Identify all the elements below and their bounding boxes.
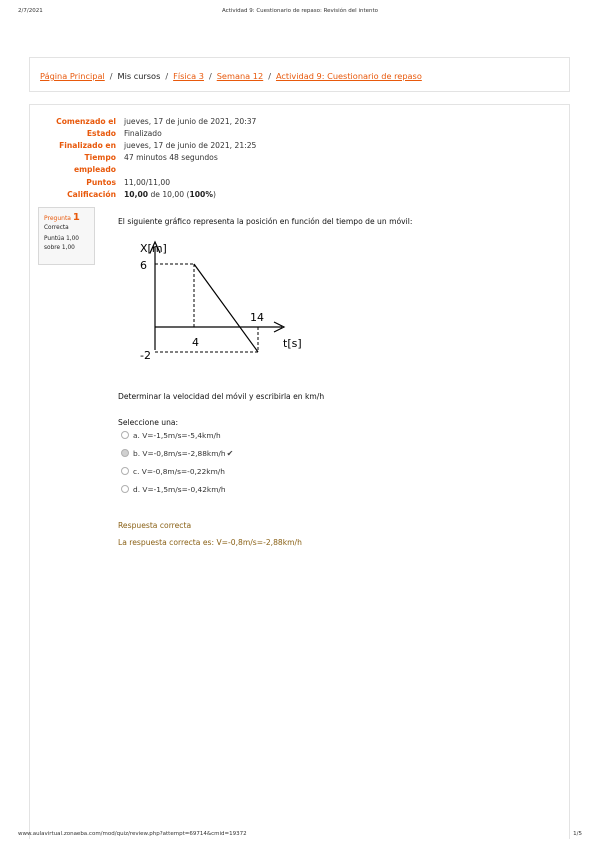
- grade-mid: de 10,00 (: [148, 190, 190, 199]
- check-icon: ✔: [226, 449, 234, 458]
- label-neg2: -2: [140, 349, 151, 362]
- pdf-footer: [18, 831, 582, 841]
- summary-value: Finalizado: [124, 129, 162, 138]
- question-info-box: [38, 207, 95, 265]
- breadcrumb: [40, 71, 422, 81]
- pdf-date: 2/7/2021: [18, 8, 43, 14]
- summary-label: Comenzado el: [56, 117, 116, 126]
- pdf-header: [18, 8, 582, 18]
- breadcrumb-separator: /: [208, 71, 212, 81]
- option-b[interactable]: [121, 449, 233, 461]
- question-prompt: Determinar la velocidad del móvil y escribirla en km/h: [118, 392, 325, 401]
- grade-end: ): [212, 190, 216, 199]
- breadcrumb-activity[interactable]: Actividad 9: Cuestionario de repaso: [275, 71, 422, 81]
- radio-button-selected[interactable]: [121, 449, 129, 457]
- summary-label: Calificación: [67, 190, 116, 199]
- breadcrumb-week[interactable]: Semana 12: [216, 71, 264, 81]
- summary-label: Finalizado en: [59, 141, 116, 150]
- content-region: [29, 104, 570, 839]
- radio-button[interactable]: [121, 431, 129, 439]
- label-6: 6: [140, 259, 147, 272]
- summary-label: Tiempo empleado: [73, 153, 116, 174]
- pdf-page-number: 1/5: [573, 831, 582, 837]
- select-label: Seleccione una:: [118, 418, 179, 427]
- option-text: a. V=-1,5m/s=-5,4km/h: [133, 431, 221, 440]
- summary-label: Puntos: [86, 178, 116, 187]
- question-state: Correcta: [44, 225, 69, 231]
- grade-value: 10,00: [124, 190, 149, 199]
- summary-value: 11,00/11,00: [124, 178, 171, 187]
- question-prefix: Pregunta: [44, 215, 71, 222]
- question-number-value: 1: [72, 212, 80, 223]
- summary-value: 47 minutos 48 segundos: [124, 153, 218, 162]
- label-4: 4: [192, 336, 199, 349]
- label-14: 14: [250, 311, 264, 324]
- breadcrumb-bar: [29, 57, 570, 92]
- question-number: [44, 212, 89, 223]
- pdf-url: www.aulavirtual.zonaeba.com/mod/quiz/review.php?attempt=69714&cmid=19372: [18, 831, 247, 837]
- option-a[interactable]: [121, 431, 221, 443]
- option-c[interactable]: [121, 467, 225, 479]
- summary-value: [124, 189, 216, 201]
- breadcrumb-my-courses[interactable]: Mis cursos: [117, 71, 161, 81]
- summary-label: Estado: [86, 129, 116, 138]
- question-text: El siguiente gráfico representa la posición en función del tiempo de un móvil:: [118, 217, 413, 226]
- option-text: d. V=-1,5m/s=-0,42km/h: [133, 485, 226, 494]
- x-axis-label: t[s]: [283, 337, 302, 350]
- breadcrumb-separator: /: [109, 71, 113, 81]
- position-line: [194, 264, 258, 352]
- radio-button[interactable]: [121, 485, 129, 493]
- question-mark: Puntúa 1,00 sobre 1,00: [44, 236, 79, 251]
- option-text: b. V=-0,8m/s=-2,88km/h: [133, 449, 226, 458]
- option-text: c. V=-0,8m/s=-0,22km/h: [133, 467, 225, 476]
- pdf-title: Actividad 9: Cuestionario de repaso: Revisión del intento: [221, 8, 379, 14]
- grade-percent: 100%: [189, 190, 213, 199]
- summary-value: jueves, 17 de junio de 2021, 21:25: [124, 141, 257, 150]
- breadcrumb-separator: /: [165, 71, 169, 81]
- option-d[interactable]: [121, 485, 226, 497]
- y-axis-label: X[m]: [140, 242, 167, 255]
- position-time-graph: [135, 238, 302, 368]
- breadcrumb-separator: /: [268, 71, 271, 81]
- radio-button[interactable]: [121, 467, 129, 475]
- breadcrumb-home[interactable]: Página Principal: [40, 71, 105, 81]
- breadcrumb-course[interactable]: Física 3: [173, 71, 204, 81]
- right-answer-feedback: La respuesta correcta es: V=-0,8m/s=-2,88km/h: [118, 538, 302, 547]
- summary-value: jueves, 17 de junio de 2021, 20:37: [124, 117, 257, 126]
- general-feedback: Respuesta correcta: [118, 521, 192, 530]
